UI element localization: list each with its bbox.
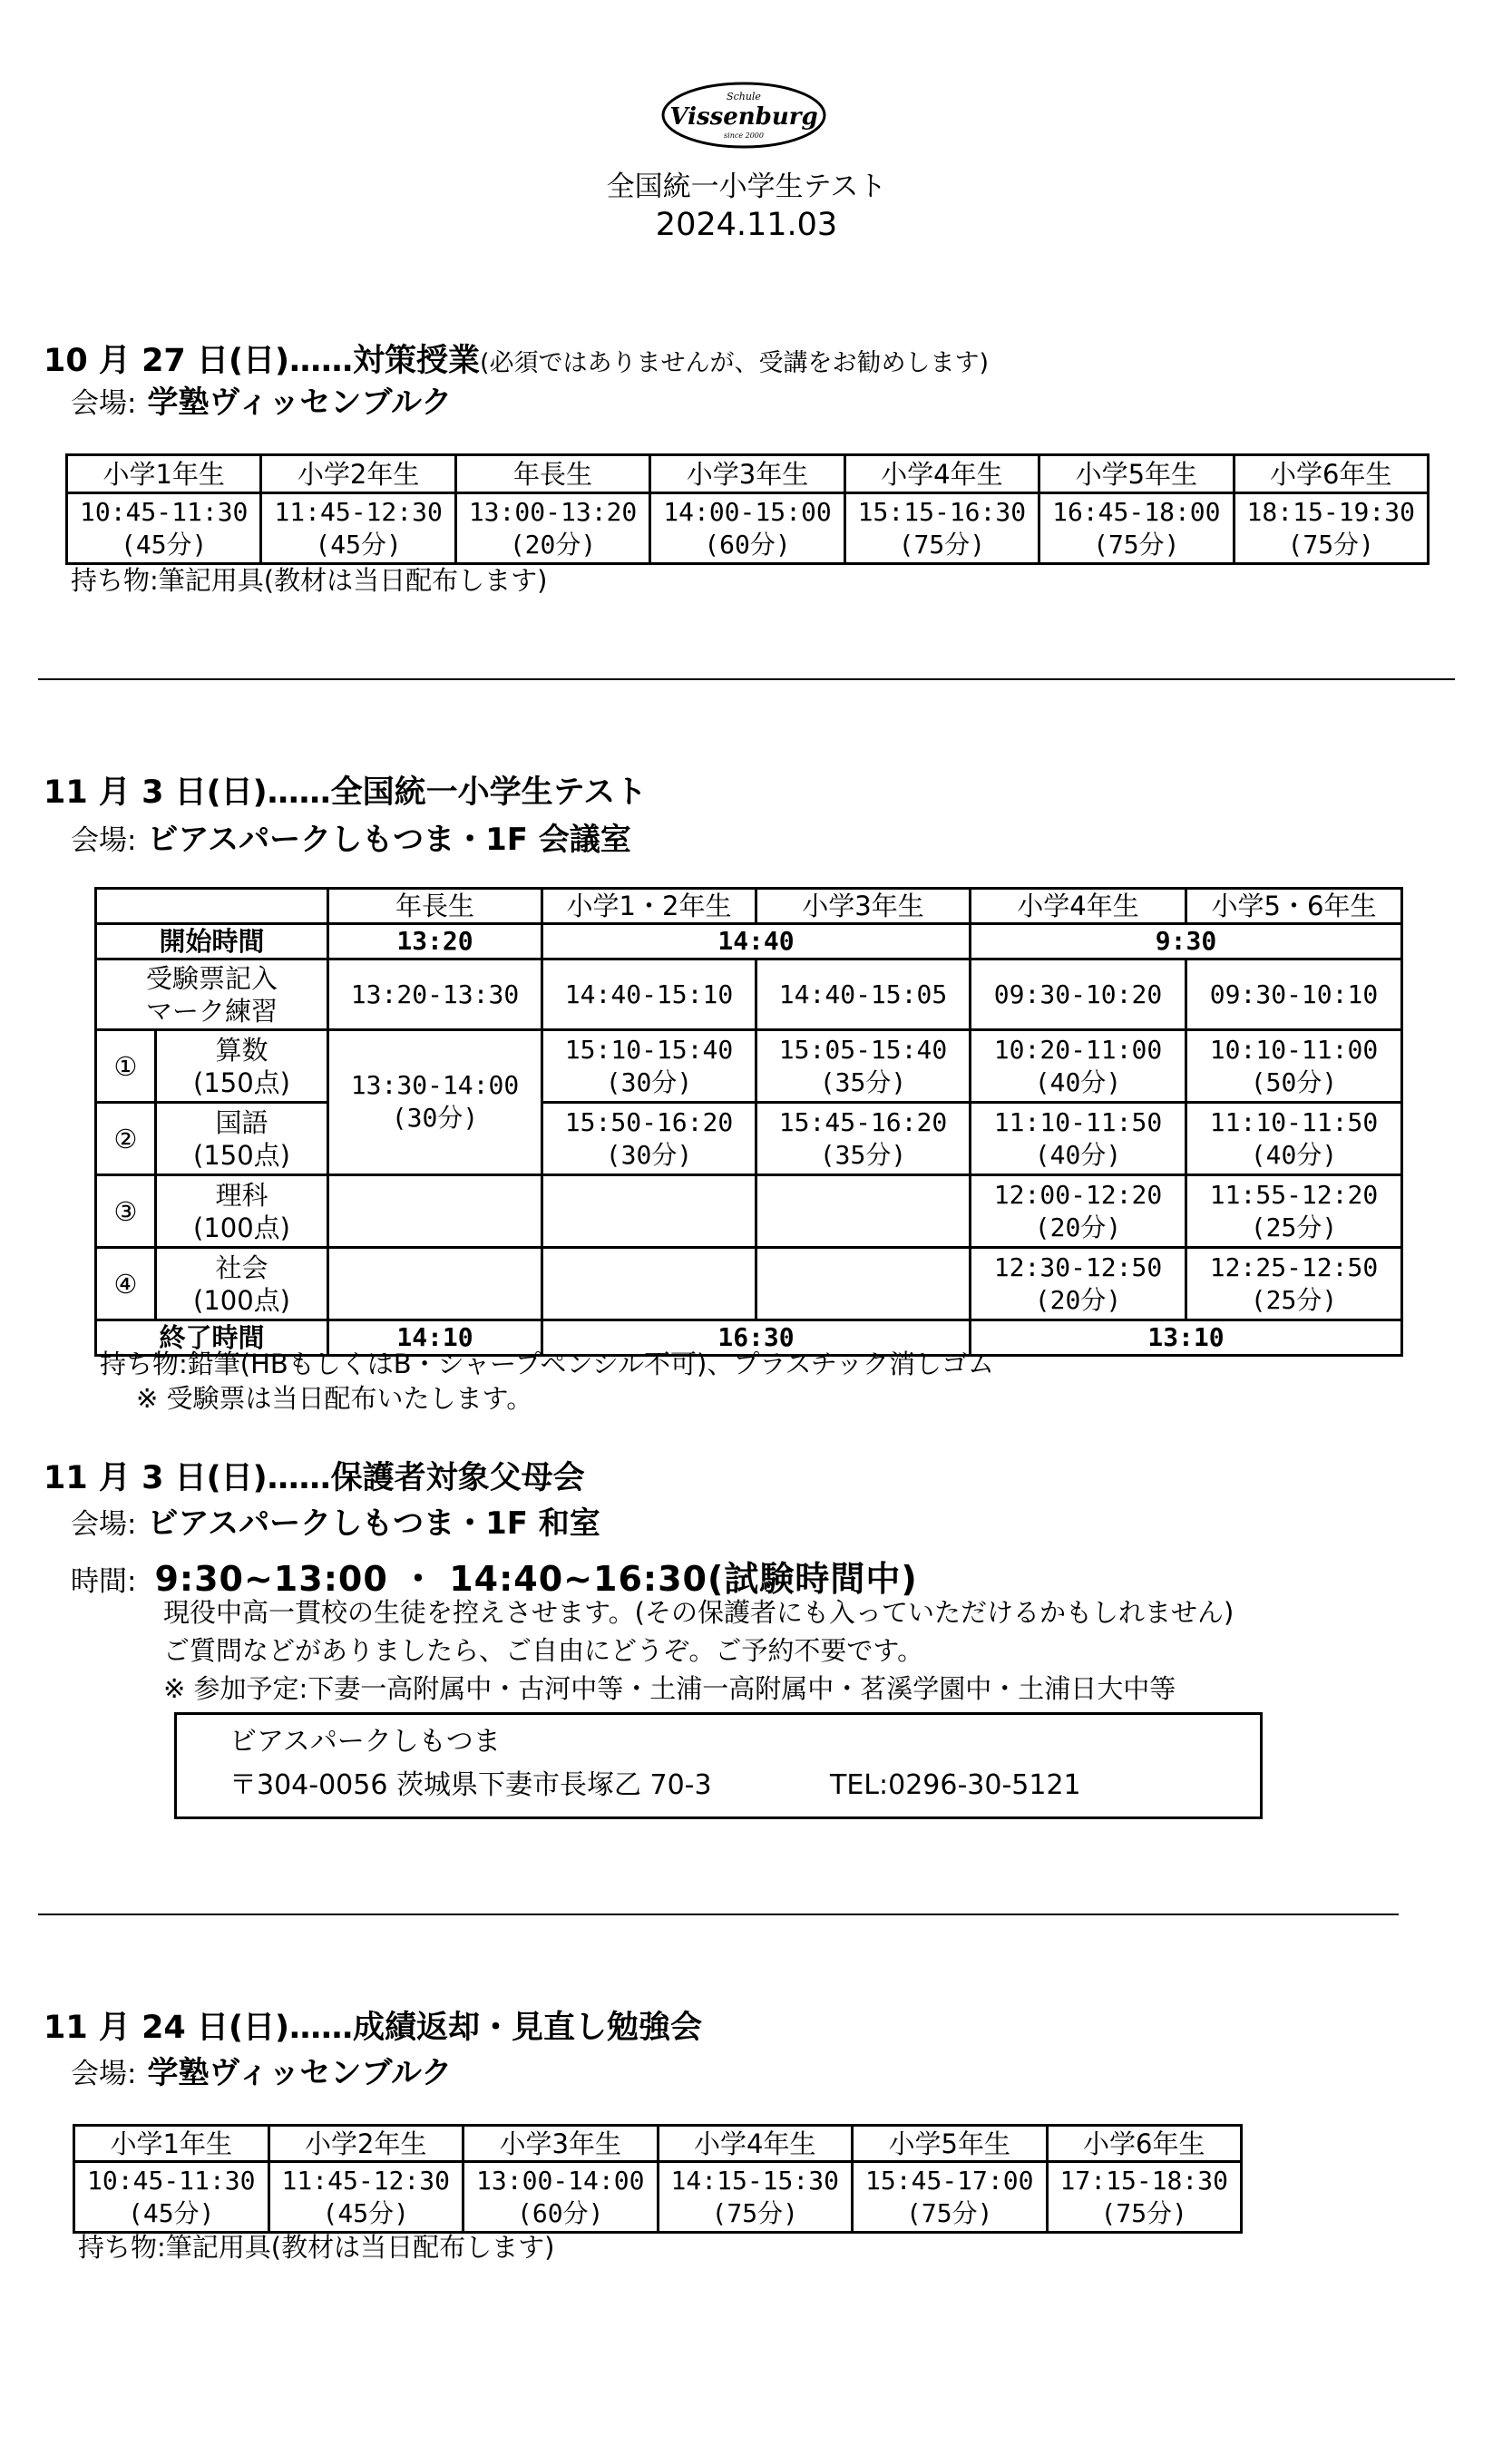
section4-heading: 11 月 24 日(日)……成績返却・見直し勉強会: [44, 2010, 702, 2046]
subject-label: 理科 (100点): [156, 1175, 328, 1248]
col-header: 小学1年生: [67, 455, 261, 493]
col-header: 小学4年生: [844, 455, 1039, 493]
blank-cell: [96, 889, 328, 924]
time-label: 時間:: [71, 1565, 137, 1598]
table-cell: 15:45-17:00 (75分): [853, 2162, 1048, 2233]
col-header: 小学6年生: [1047, 2126, 1242, 2162]
table-row: [67, 493, 1429, 564]
table-cell: 11:45-12:30 (45分): [268, 2162, 464, 2233]
col-header: 小学4年生: [971, 889, 1186, 924]
table-header-row: [96, 889, 1402, 924]
table-cell: 10:45-11:30 (45分): [74, 2162, 269, 2233]
entry-row: [96, 959, 1402, 1030]
table-cell: 13:00-14:00 (60分): [464, 2162, 659, 2233]
table-cell: 12:25-12:50 (25分): [1186, 1248, 1402, 1320]
table-cell: 9:30: [971, 924, 1402, 959]
venue-label: 会場:: [71, 387, 137, 420]
col-header: 年長生: [328, 889, 542, 924]
divider: [38, 1914, 1399, 1915]
table-cell: 14:10: [328, 1320, 542, 1356]
col-header: 年長生: [455, 455, 649, 493]
table-cell: 15:50-16:20 (30分): [542, 1103, 756, 1175]
logo-main-text: Vissenburg: [669, 103, 818, 131]
col-header: 小学1・2年生: [542, 889, 756, 924]
section2-heading: 11 月 3 日(日)……全国統一小学生テスト: [44, 774, 648, 811]
time-value: 9:30~13:00 ・ 14:40~16:30(試験時間中): [154, 1559, 918, 1599]
subject-label: 社会 (100点): [156, 1248, 328, 1320]
table-cell: 14:40-15:05: [756, 959, 971, 1030]
section2-note: ※ 受験票は当日配布いたします。: [136, 1383, 533, 1414]
blank-cell: [328, 1175, 542, 1248]
table-row: [74, 2162, 1242, 2233]
section4-venue: [71, 2055, 452, 2092]
logo-top-text: Schule: [727, 91, 761, 102]
table-cell: 16:45-18:00 (75分): [1039, 493, 1234, 564]
table-cell: 10:45-11:30 (45分): [67, 493, 261, 564]
section2-bring: 持ち物:鉛筆(HBもしくはB・シャープペンシル不可)、プラスチック消しゴム: [100, 1349, 995, 1379]
table-cell: 18:15-19:30 (75分): [1234, 493, 1428, 564]
table-cell: 11:45-12:30 (45分): [261, 493, 455, 564]
row-label: 受験票記入 マーク練習: [96, 959, 328, 1030]
row-label: 開始時間: [96, 924, 328, 959]
venue-name: 学塾ヴィッセンブルク: [147, 2055, 453, 2091]
col-header: 小学3年生: [464, 2126, 659, 2162]
table-cell: 13:00-13:20 (20分): [455, 493, 649, 564]
col-header: 小学5年生: [1039, 455, 1234, 493]
doc-title: 全国統一小学生テスト: [606, 170, 887, 203]
section3-line: 現役中高一貫校の生徒を控えさせます。(その保護者にも入っていただけるかもしれません): [163, 1597, 1234, 1628]
col-header: 小学5年生: [853, 2126, 1048, 2162]
section2-table: [94, 887, 1403, 1357]
venue-name: 学塾ヴィッセンブルク: [147, 385, 453, 421]
table-cell: 15:45-16:20 (35分): [756, 1103, 971, 1175]
col-header: 小学2年生: [268, 2126, 464, 2162]
col-header: 小学3年生: [650, 455, 844, 493]
col-header: 小学5・6年生: [1186, 889, 1402, 924]
venue-name: ビアスパークしもつま・1F 和室: [147, 1505, 600, 1542]
table-cell: 09:30-10:10: [1186, 959, 1402, 1030]
subject-num: ④: [96, 1248, 156, 1320]
section1-venue: [71, 385, 452, 422]
start-time-row: [96, 924, 1402, 959]
table-cell: 15:10-15:40 (30分): [542, 1030, 756, 1103]
table-cell: 14:00-15:00 (60分): [650, 493, 844, 564]
section2-venue: [71, 822, 631, 859]
blank-cell: [542, 1248, 756, 1320]
table-cell: 14:40-15:10: [542, 959, 756, 1030]
math-row: [96, 1030, 1402, 1103]
section1-heading-note: (必須ではありませんが、受講をお勧めします): [479, 349, 990, 377]
table-cell: 11:55-12:20 (25分): [1186, 1175, 1402, 1248]
col-header: 小学3年生: [756, 889, 971, 924]
section3-heading: 11 月 3 日(日)……保護者対象父母会: [44, 1460, 585, 1496]
venue-name: ビアスパークしもつま・1F 会議室: [147, 822, 631, 858]
table-cell: 13:20-13:30: [328, 959, 542, 1030]
table-cell: 10:20-11:00 (40分): [971, 1030, 1186, 1103]
address-box: [174, 1712, 1263, 1819]
school-logo: [659, 80, 828, 151]
section4-table: [73, 2124, 1243, 2234]
table-cell: 15:05-15:40 (35分): [756, 1030, 971, 1103]
section3-line: ※ 参加予定:下妻一高附属中・古河中等・土浦一高附属中・茗溪学園中・土浦日大中等: [163, 1673, 1176, 1704]
table-cell: 14:15-15:30 (75分): [658, 2162, 853, 2233]
section1-heading-text: 10 月 27 日(日)……対策授業: [44, 343, 480, 379]
address-tel: TEL:0296-30-5121: [830, 1769, 1081, 1801]
subject-num: ②: [96, 1103, 156, 1175]
subject-label: 国語 (150点): [156, 1103, 328, 1175]
subject-num: ③: [96, 1175, 156, 1248]
row-label: 終了時間: [96, 1320, 328, 1356]
table-cell: 12:00-12:20 (20分): [971, 1175, 1186, 1248]
section3-time: [71, 1551, 918, 1601]
japanese-row: [96, 1103, 1402, 1175]
table-cell: 12:30-12:50 (20分): [971, 1248, 1186, 1320]
section1-heading: [44, 341, 989, 384]
table-header-row: [74, 2126, 1242, 2162]
venue-label: 会場:: [71, 2058, 137, 2090]
venue-label: 会場:: [71, 824, 137, 857]
table-cell: 14:40: [542, 924, 971, 959]
address-line: 〒304-0056 茨城県下妻市長塚乙 70-3: [229, 1769, 712, 1801]
divider: [38, 678, 1455, 680]
col-header: 小学6年生: [1234, 455, 1428, 493]
subject-label: 算数 (150点): [156, 1030, 328, 1103]
table-cell: 13:30-14:00 (30分): [328, 1030, 542, 1175]
table-header-row: [67, 455, 1429, 493]
blank-cell: [756, 1175, 971, 1248]
table-cell: 13:10: [971, 1320, 1402, 1356]
section3-line: ご質問などがありましたら、ご自由にどうぞ。ご予約不要です。: [163, 1635, 924, 1666]
table-cell: 13:20: [328, 924, 542, 959]
venue-label: 会場:: [71, 1508, 137, 1541]
section3-venue: [71, 1505, 600, 1543]
section4-bring: 持ち物:筆記用具(教材は当日配布します): [78, 2232, 555, 2263]
table-cell: 10:10-11:00 (50分): [1186, 1030, 1402, 1103]
col-header: 小学4年生: [658, 2126, 853, 2162]
table-cell: 11:10-11:50 (40分): [971, 1103, 1186, 1175]
table-cell: 15:15-16:30 (75分): [844, 493, 1039, 564]
science-row: [96, 1175, 1402, 1248]
blank-cell: [756, 1248, 971, 1320]
blank-cell: [328, 1248, 542, 1320]
table-cell: 09:30-10:20: [971, 959, 1186, 1030]
logo-bottom-text: since 2000: [724, 131, 764, 140]
section1-table: [65, 453, 1430, 565]
table-cell: 16:30: [542, 1320, 971, 1356]
col-header: 小学2年生: [261, 455, 455, 493]
address-name: ビアスパークしもつま: [229, 1726, 501, 1758]
section1-bring: 持ち物:筆記用具(教材は当日配布します): [71, 565, 548, 596]
blank-cell: [542, 1175, 756, 1248]
social-row: [96, 1248, 1402, 1320]
doc-date: 2024.11.03: [655, 207, 838, 243]
subject-num: ①: [96, 1030, 156, 1103]
table-cell: 17:15-18:30 (75分): [1047, 2162, 1242, 2233]
table-cell: 11:10-11:50 (40分): [1186, 1103, 1402, 1175]
col-header: 小学1年生: [74, 2126, 269, 2162]
